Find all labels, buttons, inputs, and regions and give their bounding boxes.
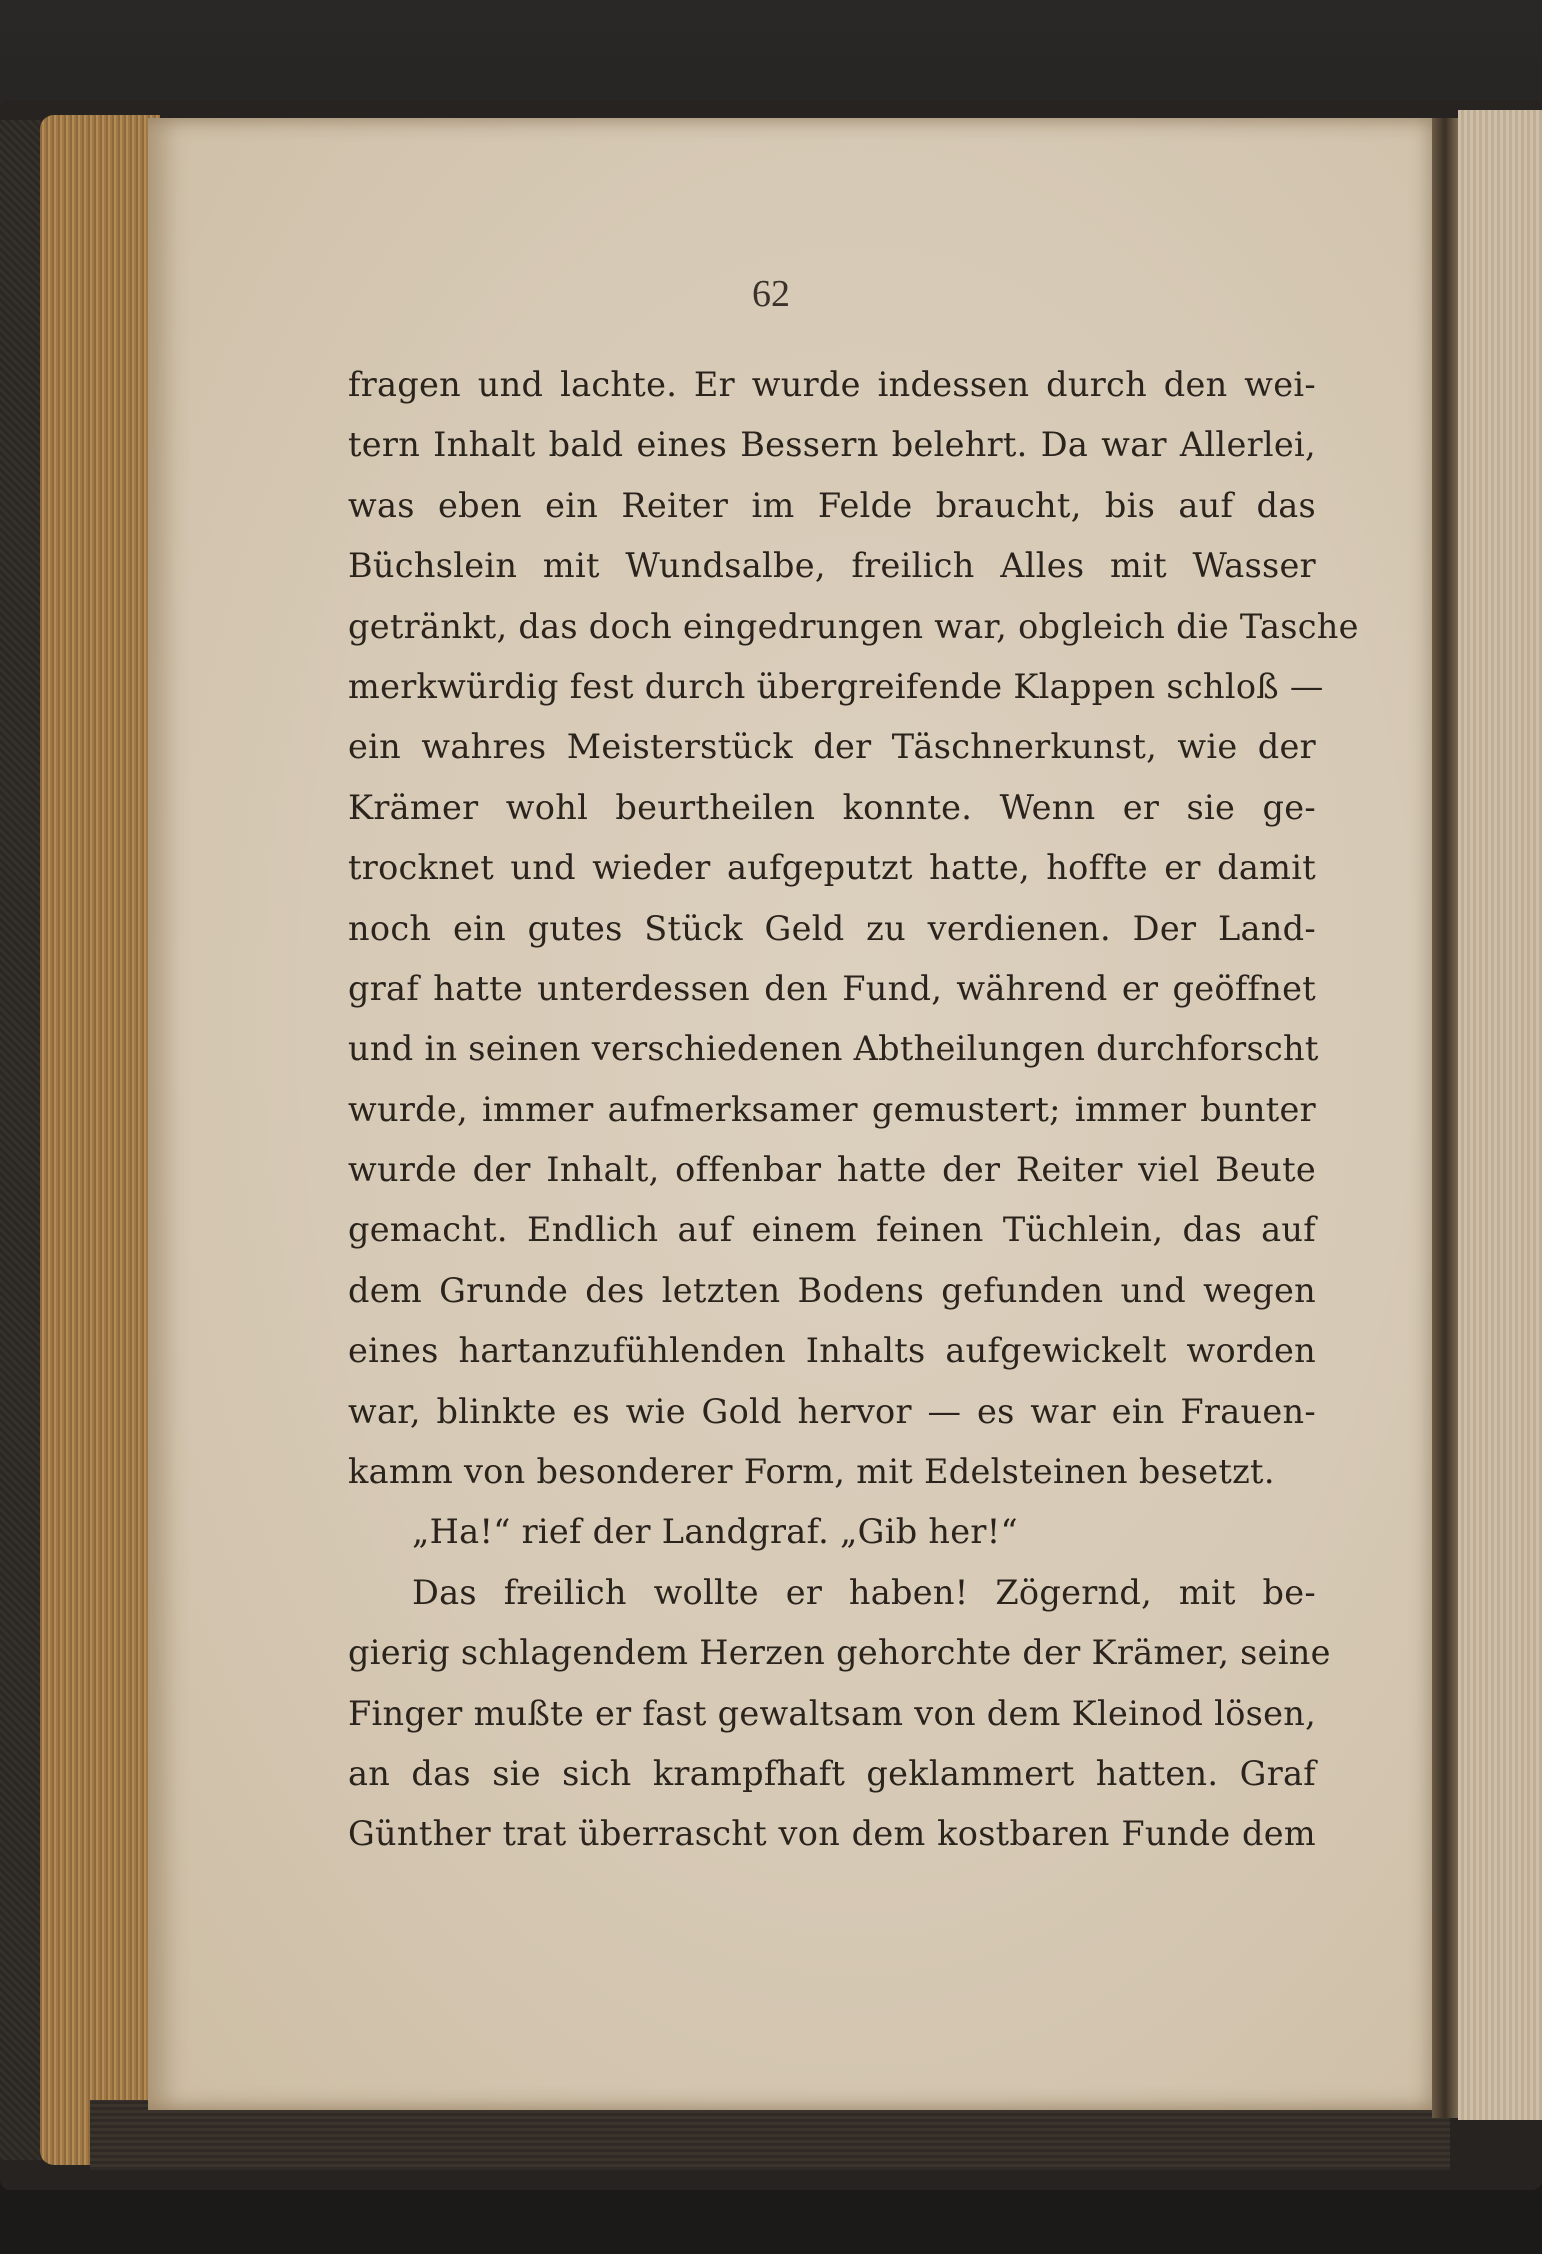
text-line: Finger mußte er fast gewaltsam von dem Kleinod lösen,: [348, 1693, 1317, 1733]
text-line: war, blinkte es wie Gold hervor — es war ein Frauen-: [348, 1391, 1316, 1431]
text-line: Das freilich wollte er haben! Zögernd, mit be-: [412, 1572, 1316, 1612]
text-line: dem Grunde des letzten Bodens gefunden und wegen: [348, 1270, 1316, 1310]
text-line: Büchslein mit Wundsalbe, freilich Alles mit Wasser: [348, 546, 1316, 586]
text-line: Krämer wohl beurtheilen konnte. Wenn er sie ge-: [348, 787, 1316, 827]
text-line: eines hartanzufühlenden Inhalts aufgewickelt worden: [348, 1331, 1316, 1371]
text-line: getränkt, das doch eingedrungen war, obgleich die Tasche: [348, 606, 1359, 646]
facing-page-edge: [1458, 110, 1542, 2120]
text-line: merkwürdig fest durch übergreifende Klappen schloß —: [348, 666, 1324, 706]
text-line: wurde der Inhalt, offenbar hatte der Reiter viel Beute: [348, 1150, 1316, 1190]
text-line: gierig schlagendem Herzen gehorchte der Krämer, seine: [348, 1633, 1331, 1673]
text-line: noch ein gutes Stück Geld zu verdienen. Der Land-: [348, 908, 1316, 948]
text-line: fragen und lachte. Er wurde indessen durch den wei-: [348, 365, 1316, 404]
text-line: graf hatte unterdessen den Fund, während er geöffnet: [348, 968, 1316, 1008]
cover-bottom-edge: [90, 2100, 1450, 2170]
text-line: kamm von besonderer Form, mit Edelsteinen besetzt.: [348, 1452, 1275, 1492]
text-line: was eben ein Reiter im Felde braucht, bis auf das: [348, 485, 1316, 525]
text-line: trocknet und wieder aufgeputzt hatte, hoffte er damit: [348, 848, 1316, 888]
text-line: wurde, immer aufmerksamer gemustert; immer bunter: [348, 1089, 1316, 1129]
body-text: [348, 355, 1359, 1865]
page-number: 62: [752, 273, 790, 315]
page-edges-left: [40, 115, 160, 2165]
text-line: gemacht. Endlich auf einem feinen Tüchlein, das auf: [348, 1210, 1316, 1250]
text-line: und in seinen verschiedenen Abtheilungen durchforscht: [348, 1029, 1319, 1069]
book-gutter: [1432, 118, 1458, 2118]
text-line: Günther trat überrascht von dem kostbaren Funde dem: [348, 1814, 1316, 1854]
text-line: ein wahres Meisterstück der Täschnerkunst, wie der: [348, 727, 1316, 767]
text-line: „Ha!“ rief der Landgraf. „Gib her!“: [412, 1512, 1018, 1552]
text-line: an das sie sich krampfhaft geklammert hatten. Graf: [348, 1753, 1316, 1793]
text-line: tern Inhalt bald eines Bessern belehrt. Da war Allerlei,: [348, 425, 1316, 465]
